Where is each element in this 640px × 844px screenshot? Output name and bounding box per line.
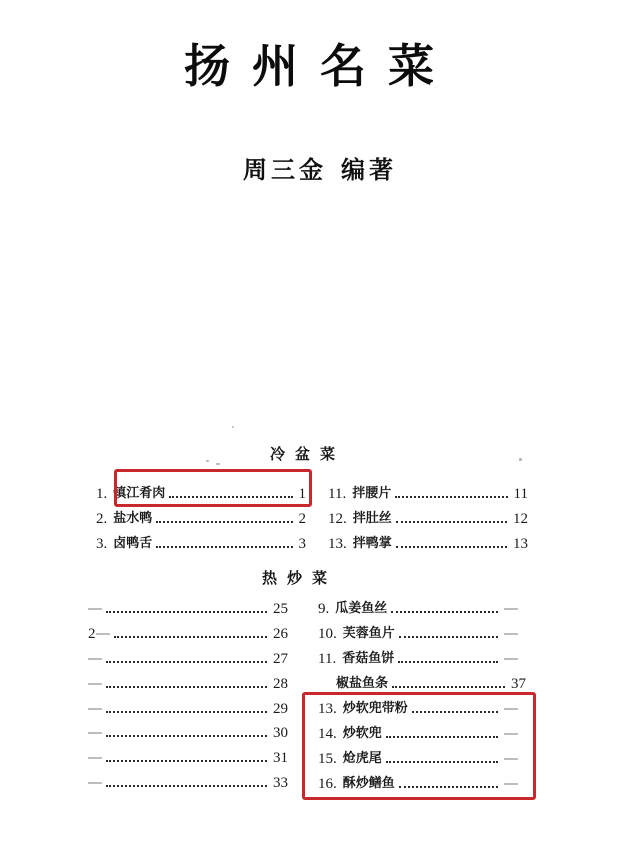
toc-entry <box>88 673 288 695</box>
entry-number: 3. <box>96 536 108 552</box>
entry-name: 炒软兜带粉 <box>342 701 408 716</box>
entry-page: 12 <box>513 511 528 527</box>
entry-number: 15. <box>318 751 337 767</box>
leader-dots <box>391 611 498 613</box>
author-name: 周三金 <box>243 155 327 184</box>
leader-dots <box>106 760 267 762</box>
toc-entry <box>88 623 288 645</box>
faded-page-number <box>504 658 518 666</box>
entry-name: 拌肚丝 <box>352 511 392 526</box>
entry-page: 3 <box>298 536 306 552</box>
entry-number: 12. <box>328 511 347 527</box>
entry-name: 香菇鱼饼 <box>342 651 395 666</box>
entry-name: 拌鸭掌 <box>352 536 392 551</box>
entry-name: 椒盐鱼条 <box>336 676 389 691</box>
entry-number: 14. <box>318 726 337 742</box>
entry-name: 镇江肴肉 <box>113 486 166 501</box>
entry-page: 2 <box>298 511 306 527</box>
entry-page: 29 <box>273 701 288 717</box>
leader-dots <box>106 611 267 613</box>
entry-page: 30 <box>273 725 288 741</box>
toc-entry <box>88 747 288 769</box>
faded-text <box>88 732 102 740</box>
leader-dots <box>398 661 498 663</box>
toc-entry <box>96 508 306 530</box>
toc-entry <box>88 772 288 794</box>
toc-entry <box>96 533 306 555</box>
toc-entry <box>318 598 518 620</box>
entry-page: 31 <box>273 750 288 766</box>
toc-entry <box>328 508 528 530</box>
toc-entry <box>328 533 528 555</box>
entry-number: 13. <box>328 536 347 552</box>
toc-entry <box>318 623 518 645</box>
faded-text <box>96 633 110 641</box>
entry-number: 11. <box>328 486 347 502</box>
entry-name: 盐水鸭 <box>113 511 153 526</box>
toc-entry <box>88 722 288 744</box>
faded-text <box>88 757 102 765</box>
section-heading-cold-dishes: 冷盆菜 <box>270 445 346 463</box>
entry-name: 炒软兜 <box>342 726 382 741</box>
entry-page: 27 <box>273 651 288 667</box>
leader-dots <box>392 686 505 688</box>
entry-page: 25 <box>273 601 288 617</box>
toc-entry <box>88 648 288 670</box>
leader-dots <box>399 636 498 638</box>
entry-number: 9. <box>318 601 330 617</box>
scan-speck <box>232 426 234 428</box>
entry-page: 28 <box>273 676 288 692</box>
entry-page: 11 <box>513 486 528 502</box>
entry-number: 2. <box>96 511 108 527</box>
faded-text <box>88 708 102 716</box>
entry-number: 16. <box>318 776 337 792</box>
leader-dots <box>106 661 267 663</box>
entry-number: 1. <box>96 486 108 502</box>
toc-entry <box>328 483 528 505</box>
book-title: 扬州名菜 <box>184 39 456 93</box>
entry-page: 13 <box>513 536 528 552</box>
author-role: 编著 <box>341 155 397 184</box>
leader-dots <box>106 735 267 737</box>
entry-number: 11. <box>318 651 337 667</box>
toc-entry <box>318 648 518 670</box>
faded-text <box>88 608 102 616</box>
leader-dots <box>156 546 292 548</box>
leader-dots <box>156 521 292 523</box>
section-heading-hot-dishes: 热炒菜 <box>262 569 338 587</box>
faded-page-number <box>504 608 518 616</box>
faded-text <box>88 782 102 790</box>
highlight-box-zhenjiang-yaorou <box>114 469 312 507</box>
entry-name: 瓜姜鱼丝 <box>335 601 388 616</box>
toc-entry <box>88 698 288 720</box>
entry-number: 13. <box>318 701 337 717</box>
leader-dots <box>396 546 507 548</box>
highlight-box-ruandou-group <box>302 692 536 800</box>
scan-speck <box>519 458 522 461</box>
scan-speck <box>206 460 209 462</box>
leader-dots <box>106 785 267 787</box>
leader-dots <box>395 496 507 498</box>
entry-number: 2 <box>88 626 96 642</box>
leader-dots <box>106 711 267 713</box>
scan-speck <box>216 463 220 465</box>
entry-name: 拌腰片 <box>352 486 392 501</box>
entry-page: 37 <box>511 676 526 692</box>
leader-dots <box>114 636 268 638</box>
entry-page: 33 <box>273 775 288 791</box>
leader-dots <box>106 686 267 688</box>
entry-page: 26 <box>273 626 288 642</box>
entry-page: 1 <box>298 486 306 502</box>
toc-entry <box>88 598 288 620</box>
entry-name: 芙蓉鱼片 <box>342 626 395 641</box>
leader-dots <box>396 521 507 523</box>
entry-name: 酥炒鳝鱼 <box>342 776 395 791</box>
book-author-line <box>0 150 640 185</box>
faded-page-number <box>504 633 518 641</box>
faded-text <box>88 683 102 691</box>
entry-name: 炝虎尾 <box>342 751 382 766</box>
faded-text <box>88 658 102 666</box>
entry-name: 卤鸭舌 <box>113 536 153 551</box>
entry-number: 10. <box>318 626 337 642</box>
